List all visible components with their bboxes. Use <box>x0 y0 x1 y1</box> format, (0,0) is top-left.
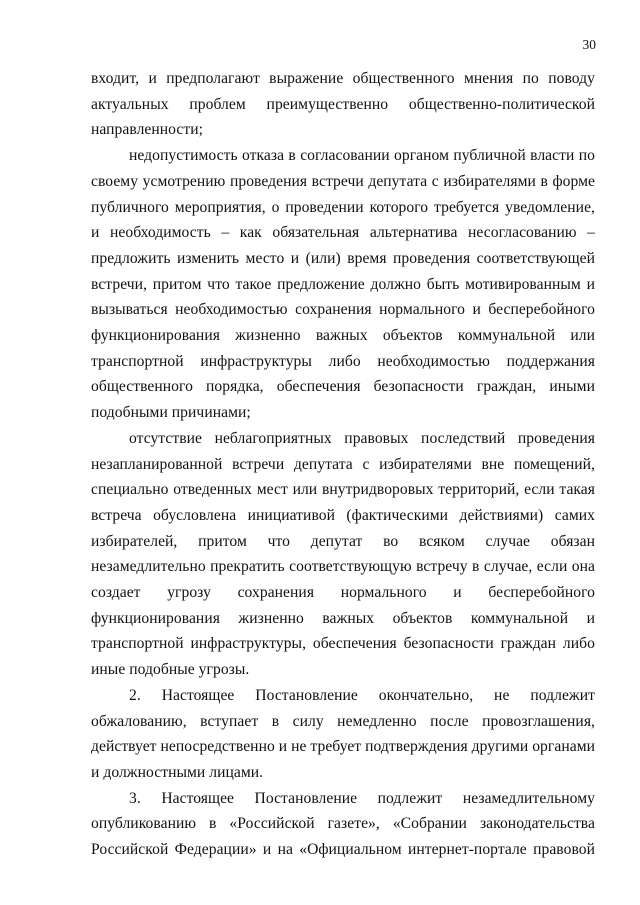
paragraph-item-2: 2. Настоящее Постановление окончательно, не подлежит обжалованию, вступает в силу немедленно после провозглашения, действует непосредственно и не требует подтверждения другими органами и должностными лицами. <box>91 686 596 781</box>
paragraph-item-3: 3. Настоящее Постановление подлежит незамедлительному опубликованию в «Российской газете», «Собрании законодательства Российской Федерации» и на «Официальном интернет-портале правовой <box>91 789 595 859</box>
page-number: 30 <box>582 37 596 52</box>
paragraph-refusal-inadmissibility: недопустимость отказа в согласовании органом публичной власти по своему усмотрению проведения встречи депутата с избирателями в форме публичного мероприятия, о проведении которого требуется уведомление, и необходимость – как обязательная альтернатива несогласованию – предложить изменить место и (или) время проведения соответствующей встречи, притом что такое предложение должно быть мотивированным и вызываться необходимостью сохранения нормального и бесперебойного функционирования жизненно важных объектов коммунальной или транспортной инфраструктуры либо необходимостью поддержания общественного порядка, обеспечения безопасности граждан, иными подобными причинами; <box>91 147 595 422</box>
paragraph-no-adverse-consequences: отсутствие неблагоприятных правовых последствий проведения незапланированной встречи депутата с избирателями вне помещений, специально отведенных мест или внутридворовых территорий, если такая встреча обусловлена инициативой (фактическими действиями) самих избирателей, притом что депутат во всяком случае обязан незамедлительно прекратить соответствующую встречу в случае, если она создает угрозу сохранения нормального и бесперебойного функционирования жизненно важных объектов коммунальной и транспортной инфраструктуры, обеспечения безопасности граждан либо иные подобные угрозы. <box>91 429 595 679</box>
paragraph-continuation: входит, и предполагают выражение общественного мнения по поводу актуальных проблем преимущественно общественно-политической направленности; <box>91 70 595 139</box>
document-body <box>91 66 595 863</box>
